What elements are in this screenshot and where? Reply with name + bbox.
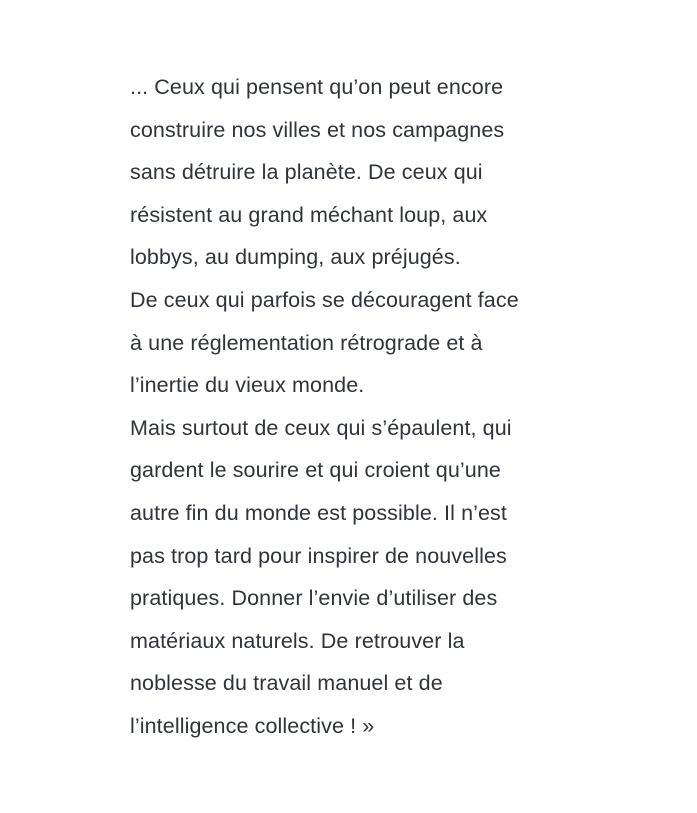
quote-line: lobbys, au dumping, aux préjugés. [130, 245, 461, 270]
quote-line: sans détruire la planète. De ceux qui [130, 160, 483, 185]
quote-line: résistent au grand méchant loup, aux [130, 202, 488, 227]
quote-line: pratiques. Donner l’envie d’utiliser des [130, 586, 498, 611]
quote-line: ... Ceux qui pensent qu’on peut encore [130, 75, 504, 99]
quote-line: autre fin du monde est possible. Il n’est [130, 500, 507, 525]
quote-line: noblesse du travail manuel et de [130, 671, 443, 696]
quote-line: construire nos villes et nos campagnes [130, 117, 505, 142]
quote-line: l’intelligence collective ! » [130, 713, 375, 738]
quote-line: Mais surtout de ceux qui s’épaulent, qui [130, 415, 512, 440]
quote-line: De ceux qui parfois se découragent face [130, 287, 519, 312]
quote-line: matériaux naturels. De retrouver la [130, 628, 465, 653]
quote-line: l’inertie du vieux monde. [130, 373, 365, 398]
quote-line: à une réglementation rétrograde et à [130, 330, 483, 355]
quote-line: pas trop tard pour inspirer de nouvelles [130, 543, 507, 568]
quote-line: gardent le sourire et qui croient qu’une [130, 458, 501, 483]
quote-block [130, 66, 620, 748]
